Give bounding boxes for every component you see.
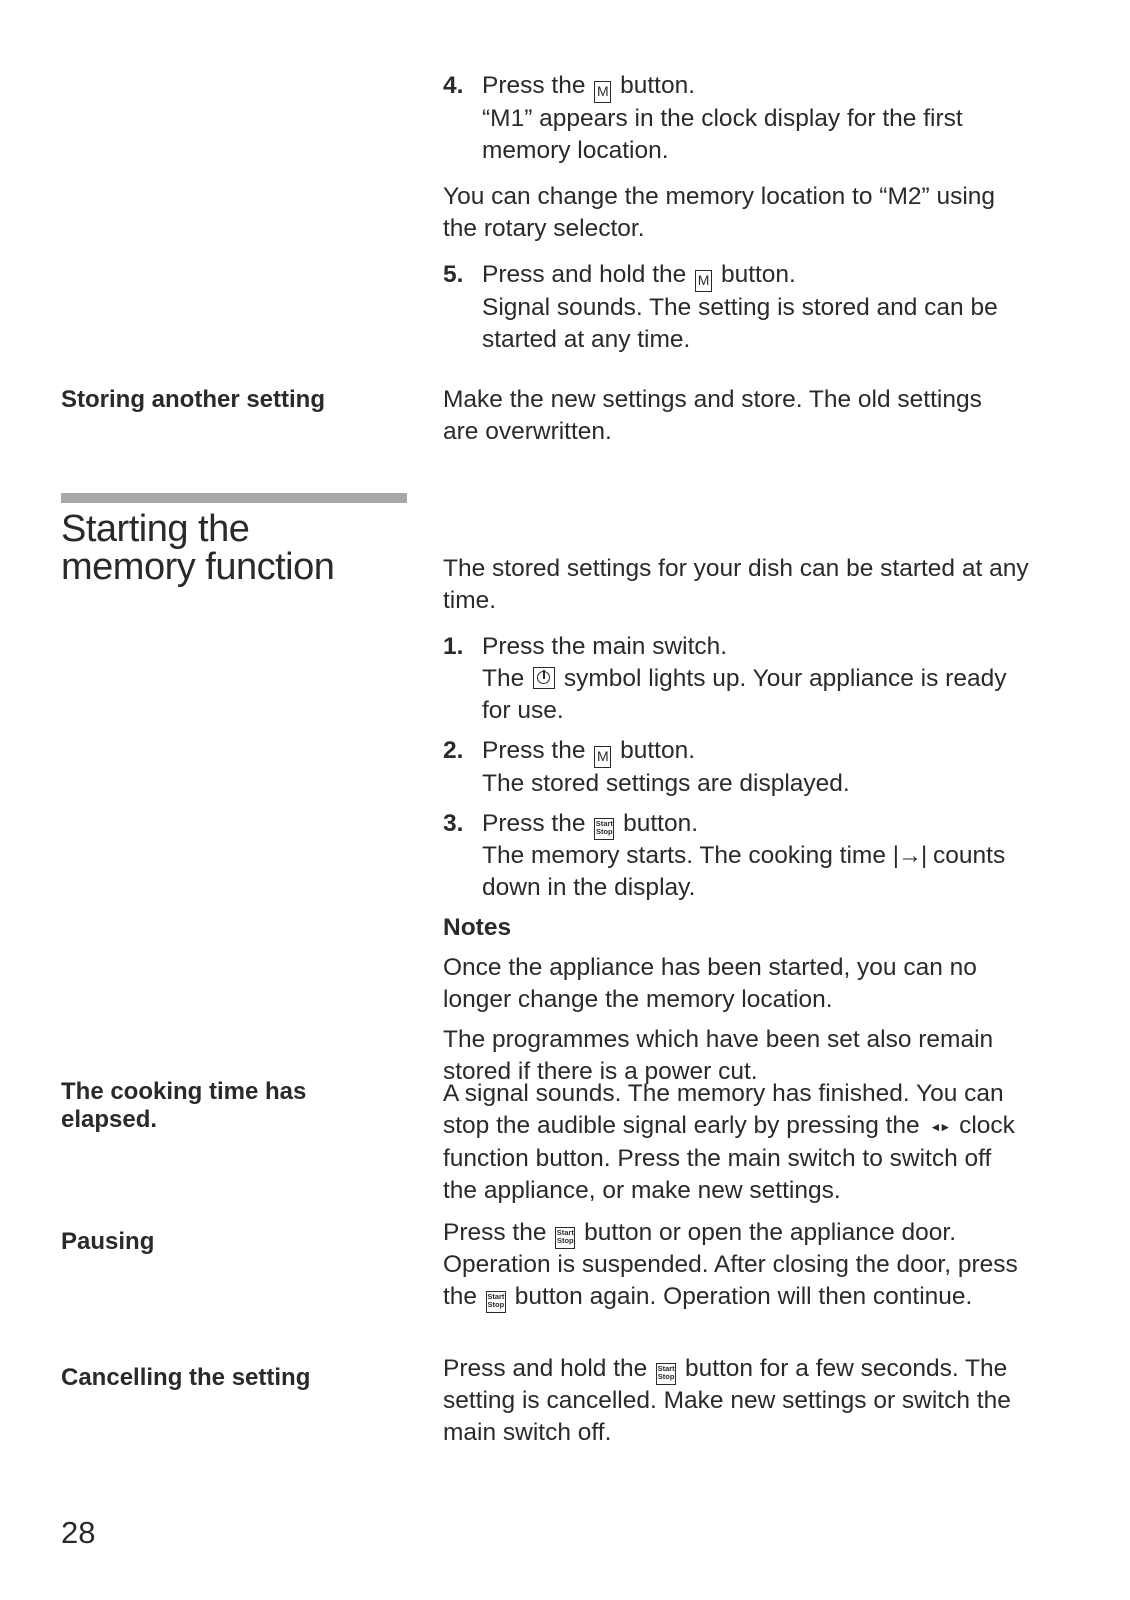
storing-paragraph: Make the new settings and store. The old settings are overwritten. [443,386,982,445]
step-number: 4. [443,72,464,99]
start-stop-icon: Start Stop [594,818,614,840]
note-text: stored if there is a power cut. [443,1058,758,1085]
step-number: 3. [443,810,464,837]
step-text: button. [620,737,696,764]
step-text: “M1” appears in the clock display for the first [482,105,963,132]
memory-button-icon: M [594,746,611,768]
section-heading: Starting the memory function [61,508,335,588]
step-text: The stored settings are displayed. [482,770,850,797]
memory-button-icon: M [695,270,712,292]
cancelling-label: Cancelling the setting [61,1364,311,1391]
step-text: counts [933,842,1006,869]
step-1 [443,631,1073,727]
step-text: button. [620,72,696,99]
step-text: button. [623,810,699,837]
step-text: Press the [482,810,586,837]
step-2 [443,735,1073,800]
pausing-paragraph: Press the Start Stop button or open the appliance door. Operation is suspended. After closing the door, press the Start Stop button again. Operation will then continue. [443,1217,1073,1313]
elapsed-paragraph: A signal sounds. The memory has finished. You can stop the audible signal early by pressing the ◄► clock function button. Press the main switch to switch off the appliance, or make new settings. [443,1080,1015,1204]
intro-paragraph: The stored settings for your dish can be started at any time. [443,555,1029,614]
notes-block [443,912,1073,1088]
note-text: The programmes which have been set also remain [443,1026,994,1053]
step-text: started at any time. [482,326,691,353]
step-text: Press the main switch. [482,633,728,660]
section-divider [61,493,407,503]
cooking-time-icon: |→| [892,842,927,869]
step-text: symbol lights up. Your appliance is ready [563,665,1007,692]
pausing-label: Pausing [61,1228,155,1255]
step-number: 5. [443,261,464,288]
step-text: button. [720,261,796,288]
storing-label: Storing another setting [61,386,325,413]
memory-button-icon: M [594,81,611,103]
step-text: Press the [482,72,586,99]
step-5 [443,259,1073,356]
start-stop-icon: Start Stop [656,1363,676,1385]
step-3 [443,808,1073,904]
step-number: 1. [443,633,464,660]
step-text: The [482,665,525,692]
step-text: for use. [482,697,564,724]
start-stop-icon: Start Stop [555,1227,575,1249]
page-number: 28 [61,1515,96,1550]
step-text: The memory starts. The cooking time [482,842,886,869]
memory-storing-steps [443,70,1073,356]
step-number: 2. [443,737,464,764]
step-text: memory location. [482,137,669,164]
elapsed-label: The cooking time has elapsed. [61,1078,307,1133]
power-symbol-icon [533,667,555,689]
step-text: Press the [482,737,586,764]
step-text: down in the display. [482,874,696,901]
cancelling-paragraph: Press and hold the Start Stop button for a few seconds. The setting is cancelled. Make new settings or switch the main switch off. [443,1355,1011,1446]
note-text: Once the appliance has been started, you can no [443,954,977,981]
clock-function-icon: ◄► [929,1120,950,1134]
memory-start-steps [443,553,1073,1088]
start-stop-icon: Start Stop [486,1291,506,1313]
step-text: Signal sounds. The setting is stored and can be [482,294,998,321]
memory-location-paragraph: You can change the memory location to “M2” using the rotary selector. [443,183,996,242]
step-4 [443,70,1073,167]
notes-heading: Notes [443,914,512,941]
note-text: longer change the memory location. [443,986,833,1013]
step-text: Press and hold the [482,261,687,288]
